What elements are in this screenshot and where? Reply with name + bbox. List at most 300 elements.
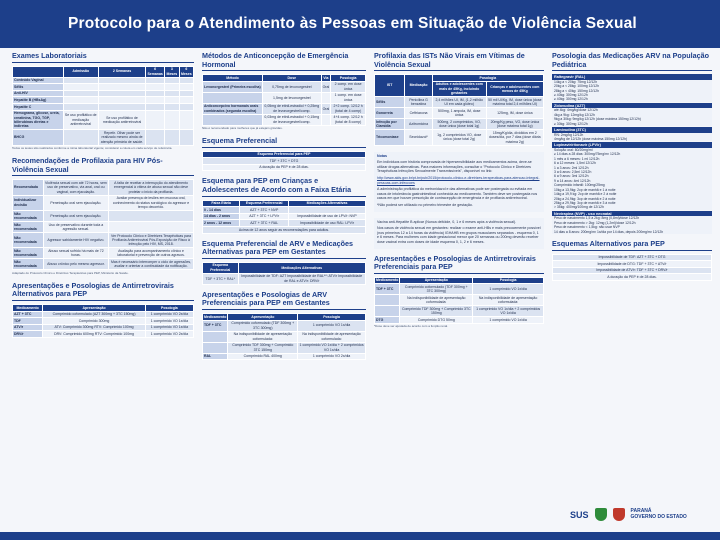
exames-header: 6 Semanas: [147, 67, 163, 76]
exames-cell: [63, 77, 98, 84]
arv-alt-row: [13, 311, 194, 318]
arv-pref-cell: 1 comprimido VO 1x/dia + 2 comprimidos VO 1x/dia: [473, 306, 544, 317]
exames-cell: [146, 90, 165, 97]
profilaxia-hiv-note: Adaptado do Protocolo Clínico e Diretrizes Terapêuticas para PEP, Ministério da Saúde.: [12, 270, 129, 275]
exames-row: [13, 130, 194, 145]
profilaxia-hiv-cell: Abuso crônico pelo mesmo agressor.: [43, 259, 108, 270]
anticoncepcao-cell: 2 comp. em dose única: [331, 81, 366, 92]
pediatria-line: 9kg a 30kg: 9mg/kg 12/12h (dose máxima 150mg 12/12h): [554, 117, 641, 122]
arv-pref-title: Apresentações e Posologias de Antirretrovirais Preferenciais para PEP: [374, 255, 544, 274]
alt-pep-row: [553, 274, 712, 281]
exames-cell: [63, 90, 98, 97]
exames-cell: [165, 103, 179, 110]
pediatria-line: ≥ 14 dias a 28 dias: 300mg/75mg/m² 12/12h: [554, 152, 621, 157]
page-title: Protocolo para o Atendimento às Pessoas em Situação de Violência Sexual: [68, 15, 637, 32]
ists-row: [375, 119, 544, 130]
arv-alt-cell: ATV/r: [13, 324, 43, 331]
gestantes-row: [203, 273, 366, 284]
ists-cell: 1g, 2 comprimidos VO, dose única (dose total 2g): [432, 130, 486, 145]
pediatria-block: [552, 127, 712, 141]
exames-cell: [165, 90, 179, 97]
arv-pref-note: *Dose deve ser ajustada de acordo com a função renal.: [374, 324, 449, 329]
notas-box: [374, 152, 544, 212]
criancas-table: [202, 200, 366, 234]
profilaxia-hiv-cell: Avaliação para acompanhamento clínico e laboratorial e prevenção de outros agravos.: [109, 248, 194, 259]
ists-subheader: Crianças e adolescentes com menos de 45Kg: [486, 81, 543, 96]
arv-pref-cell: 1 comprimido VO 1x/dia: [473, 284, 544, 295]
exames-cell: [63, 103, 98, 110]
exames-cell: Se uso profilático de medicação antirretroviral: [98, 110, 145, 130]
profilaxia-hiv-row: [13, 180, 194, 195]
notas-p1: Em individuos com história comprovada de hipersensibilidade aos medicamentos acima, deve-se utilizar drogas alternativas. Para maiores informações, consultar o "Protocolo Clínico e Diretrizes Terapêuticas Infecções Sexualmente Transmissíveis", disponível no link:: [377, 160, 532, 174]
arv-alt-row: [13, 324, 194, 331]
anticoncepcao-cell: 0,05mg de etinil-estradiol + 0,25mg de levonorgestrel/comp.: [264, 104, 320, 113]
pediatria-block: [552, 211, 712, 234]
pediatria-line: > 35kg: 400mg/100mg de 12/12h: [554, 205, 604, 210]
profilaxia-hiv-row: [13, 233, 194, 248]
arv-alt-header: Apresentação: [43, 304, 146, 311]
esquema-pref-line: A duração da PEP é de 28 dias.: [203, 164, 366, 171]
gestantes-table: [202, 262, 366, 285]
gestantes-posologia-header: Medicamento: [204, 314, 227, 319]
anticoncepcao-cell: Anticoncepcivo hormonais orais combinados (segunda escolha): [203, 103, 263, 114]
exames-cell: [179, 97, 193, 104]
sus-logo: SUS: [570, 509, 589, 520]
exames-header: [13, 66, 64, 77]
gestantes-header: Medicações Alternativas: [238, 262, 366, 273]
exames-section: [12, 52, 194, 151]
criancas-header: Medicações Alternativas: [289, 200, 366, 207]
criancas-cell: 2 anos - 12 anos: [203, 220, 240, 227]
arv-pref-cell: [375, 295, 400, 306]
profilaxia-hiv-cell: Não recomendada: [13, 211, 44, 222]
ists-cell: 20mg/Kg peso, VO, dose única (dose máxima total 1g): [486, 119, 543, 130]
notas-p3: A administração profilática do metronidazol e das alternativas pode ser postergada ou evitada em casos de intolerância gastrointestinal conhecida ao medicamento. Também deve ser postergada nos casos em que houver prescrição de contracepção de emergência e de profilaxia antirretroviral.: [377, 187, 538, 201]
criancas-cell: AZT + 3TC + LPV/r: [240, 213, 289, 220]
anticoncepcao-cell: [203, 114, 263, 125]
pediatria-line: RN: 2mg/kg 12/12h: [554, 132, 584, 137]
arv-alt-cell: AZT + 3TC: [13, 311, 43, 318]
pediatria-line: ≥ 30kg: 300mg 12/12h: [554, 121, 588, 126]
exames-header: 3 Meses: [166, 67, 178, 76]
pediatria-line: 25kg a 29,9kg: 3cp de manhã e 3 à noite: [554, 200, 616, 205]
exames-cell: [179, 103, 193, 110]
gestantes-header: Esquema Preferencial: [203, 262, 239, 273]
anticoncepcao-note: Não é recomendado para mulheres que já estejam grávidas.: [202, 126, 283, 131]
profilaxia-hiv-cell: Uso de preservativo durante toda a agressão sexual.: [43, 222, 108, 233]
gestantes-posologia-header: Posologia: [298, 313, 366, 320]
ists-cell: Infecção por Clamídia: [375, 119, 405, 130]
pediatria-line: 6 a 9 anos: 3ml 12/12h: [554, 174, 589, 179]
pediatria-line: 14 dias a 8 anos: 200mg/m² 1x/dia por 14 dias, depois 200mg/m² 12/12h: [554, 229, 664, 234]
arv-pref-cell: DTG: [375, 317, 400, 324]
profilaxia-hiv-cell: [109, 222, 194, 233]
pediatria-line: 3 a 6 anos: 2,5ml 12/12h: [554, 170, 592, 175]
gestantes-posologia-row: [203, 331, 366, 342]
gestantes-posologia-row: [203, 320, 366, 331]
column-4: [550, 52, 714, 287]
alt-pep-cell: Impossibilidade de DTG: TDF + 3TC + ATV/r: [553, 261, 712, 268]
exames-cell: [179, 84, 193, 91]
alt-pep-section: [552, 240, 712, 281]
ists-cell: 500mg, 1 ampola, IM, dose única: [432, 108, 486, 119]
exames-cell: [179, 130, 193, 145]
profilaxia-hiv-cell: Mas é necessário interromper o ciclo de agressões, avaliar e orientar a continuidade da notificação.: [109, 259, 194, 270]
arv-pref-header: Apresentação: [400, 277, 473, 284]
gestantes-posologia-cell: Comprimido TDF 300mg + Comprimido 3TC 150mg: [228, 342, 298, 353]
profilaxia-hiv-cell: Avaliar presença de lesões em mucosa oral, conhecimento do status sorológico do agressor e tempo decorrido.: [109, 195, 194, 210]
exames-cell: Hepatite B (HBsAg): [13, 97, 64, 104]
arv-alt-row: [13, 331, 194, 338]
pediatria-block: [552, 74, 712, 102]
arv-pref-cell: Comprimido coformulado (TDF 300mg + 3TC 300mg): [400, 284, 473, 295]
criancas-cell: [289, 207, 366, 214]
ists-header-ist: IST: [375, 75, 405, 97]
exames-row: [13, 90, 194, 97]
arv-alt-header: Posologia: [145, 304, 193, 311]
pediatria-line: Peso de nascimento > 2kg: 12mg (1,2ml)/dose 12/12h: [554, 220, 636, 225]
hepatite-p2: Nos casos de violência sexual em gestantes: realizar o exame anti-HBs e mais precocemente possível (nos primeiros 12 a 14 horas da violência) IGHAHB em grupos musculares separados - esquema 0, 1 e 6 meses. Para mulheres com idade gestacional menor que 20 semanas ou 200mg deverão receber dose vacinal extra com doses de idade esquema 0, 1, 2 e 6 meses.: [377, 226, 541, 244]
exames-note: Todos os testes são realizados conforme a rotina laboratorial vigente; considerar a coleta em cada serviço de referência.: [12, 146, 173, 151]
exames-cell: [146, 97, 165, 104]
ists-row: [375, 97, 544, 108]
arv-alt-section: [12, 282, 194, 338]
gestantes-posologia-cell: Na indisponibilidade de apresentação coformulada:: [228, 331, 298, 342]
anticoncepcao-cell: 1,5mg de levonorgestrel: [263, 92, 322, 103]
ists-cell: Ceftriaxona: [405, 108, 432, 119]
alt-pep-title: Esquemas Alternativos para PEP: [552, 240, 712, 251]
gestantes-posologia-cell: 1 comprimido VO 1x/dia: [298, 320, 366, 331]
arv-alt-cell: 1 comprimido VO 2x/dia: [145, 311, 193, 318]
anticoncepcao-cell: Oral: [321, 81, 331, 92]
exames-cell: [165, 110, 179, 130]
column-1: [10, 52, 196, 344]
anticoncepcao-header: Posologia: [331, 75, 366, 82]
shield-green-icon: [595, 508, 607, 521]
ists-section: [374, 52, 544, 146]
anticoncepcao-cell: [321, 114, 331, 125]
exames-header: 6 Meses: [180, 67, 192, 76]
gestantes-posologia-table: [202, 313, 366, 360]
profilaxia-hiv-table: [12, 179, 194, 270]
gestantes-section: [202, 240, 366, 285]
exames-cell: [146, 77, 165, 84]
pediatria-block: [552, 142, 712, 209]
exames-cell: Sífilis: [13, 84, 64, 91]
exames-cell: [179, 110, 193, 130]
ists-cell: 125mg, IM, dose única: [486, 108, 543, 119]
exames-cell: [165, 77, 179, 84]
pediatria-line: 4mg/kg de 12/12h (dose máxima 150mg 12/12h): [554, 137, 628, 142]
ists-cell: Secnidazol*: [405, 130, 432, 145]
anticoncepcao-header: Dose: [263, 75, 322, 82]
arv-alt-title: Apresentações e Posologias de Antirretrovirais Alternativos para PEP: [12, 282, 194, 301]
criancas-header: Faixa Etária: [203, 200, 240, 207]
pediatria-line: Peso de nascimento < 1,5kg: não usar NVP: [554, 225, 620, 230]
ists-title: Profilaxia das ISTs Não Virais em Vítimas de Violência Sexual: [374, 52, 544, 71]
exames-cell: [63, 84, 98, 91]
exames-cell: [179, 77, 193, 84]
arv-pref-table: [374, 277, 544, 324]
exames-row: [13, 97, 194, 104]
ists-cell: 15mg/Kg/dia, divididos em 2 doses/dia, por 7 dias (dose diária máxima 2g): [486, 130, 543, 145]
gestantes-posologia-cell: Comprimido RAL 400mg: [228, 353, 298, 360]
profilaxia-hiv-cell: Ver Protocolo Clínico e Diretrizes Terapêuticas para Profilaxia Antirretroviral Pós-Exposição de Risco à Infecção pelo HIV, MS, 2018.: [109, 233, 194, 248]
arv-alt-cell: 1 comprimido VO 1x/dia: [145, 318, 193, 325]
pediatria-line: 14kg a < 20kg: 75mg 12/12h: [554, 79, 598, 84]
exames-row: [13, 84, 194, 91]
column-2: [200, 52, 368, 366]
anticoncepcao-table: [202, 74, 366, 126]
exames-cell: Anti-HIV: [13, 90, 64, 97]
arv-alt-cell: 1 comprimido VO 2x/dia: [145, 331, 193, 338]
alt-pep-cell: A duração da PEP é de 28 dias.: [553, 274, 712, 281]
alt-pep-row: [553, 267, 712, 274]
gestantes-posologia-cell: Na indisponibilidade de apresentação coformulada:: [298, 331, 366, 342]
esquema-pref-header: Esquema Preferencial para PEP: [203, 151, 366, 158]
arv-pref-cell: Na indisponibilidade de apresentação coformulada:: [400, 295, 473, 306]
gestantes-title: Esquema Preferencial de ARV e Medicações Alternativas para PEP em Gestantes: [202, 240, 366, 259]
profilaxia-hiv-row: [13, 195, 194, 210]
ists-row: [375, 108, 544, 119]
anticoncepcao-cell: Oral: [321, 103, 331, 114]
anticoncepcao-cell: 0,75mg de levonorgestrel: [263, 81, 322, 92]
arv-pref-row: [375, 317, 544, 324]
profilaxia-hiv-cell: Não recomendada: [13, 259, 44, 270]
exames-cell: [165, 97, 179, 104]
criancas-row: [203, 207, 366, 214]
profilaxia-hiv-row: [13, 259, 194, 270]
gestantes-posologia-row: [203, 353, 366, 360]
exames-cell: [146, 130, 165, 145]
exames-header: Admissão: [63, 66, 98, 77]
pediatria-line: 1 a 3 anos: 2ml 12/12h: [554, 165, 589, 170]
criancas-section: [202, 177, 366, 233]
ists-cell: Gonorreia: [375, 108, 405, 119]
criancas-cell: 0 - 14 dias: [203, 207, 240, 214]
notas-link[interactable]: http://www.aids.gov.br/pt-br/pub/2015/protocolo-clinico-e-diretrizes-terapeuticas-para-atencao-integral-pessoas-com-infeccoes: [377, 175, 540, 185]
criancas-header: Esquema Preferencial: [240, 200, 289, 207]
profilaxia-hiv-section: [12, 157, 194, 276]
gestantes-posologia-cell: [203, 331, 228, 342]
arv-alt-row: [13, 318, 194, 325]
arv-pref-section: [374, 255, 544, 330]
anticoncepcao-header: Via: [321, 75, 331, 82]
exames-cell: [98, 84, 145, 91]
arv-pref-row: [375, 284, 544, 295]
criancas-cell: AZT + 3TC + RAL: [240, 220, 289, 227]
profilaxia-hiv-cell: Não recomendada: [13, 222, 44, 233]
exames-row: [13, 77, 194, 84]
anticoncepcao-row: [203, 114, 366, 125]
gestantes-cell: TDF + 3TC + RAL*: [203, 273, 239, 284]
profilaxia-hiv-cell: Individualizar decisão: [13, 195, 44, 210]
gestantes-posologia-header: Apresentação: [228, 313, 298, 320]
shield-red-icon: [613, 508, 625, 521]
ists-cell: 2,4 milhões UI, IM, (1,2 milhão UI em cada glúteo): [432, 97, 486, 108]
profilaxia-hiv-cell: A falta de receitar a interrupção do atendimento emergencial à vítima de abuso sexual não deve protelar o início da profilaxia.: [109, 180, 194, 195]
hepatite-box: [374, 218, 544, 249]
arv-pref-cell: TDF + 3TC: [375, 284, 400, 295]
exames-cell: Conteúdo Vaginal: [13, 77, 64, 84]
column-3: [372, 52, 546, 335]
pediatria-line: ≥ 40kg: 300mg 12/12h: [554, 93, 588, 97]
arv-alt-cell: 1 comprimido VO 1x/dia: [145, 324, 193, 331]
criancas-cell: 14 dias - 2 anos: [203, 213, 240, 220]
arv-pref-cell: Comprimido DTG 50mg: [400, 317, 473, 324]
exames-cell: [146, 84, 165, 91]
profilaxia-hiv-row: [13, 222, 194, 233]
pediatria-line: 14kg a 19,9 kg: 2cp de manhã e 2 à noite: [554, 192, 617, 197]
profilaxia-hiv-title: Recomendações de Profilaxia para HIV Pós-Violência Sexual: [12, 157, 194, 176]
alt-pep-cell: Impossibilidade de ATV/r: TDF + 3TC + DRV/r: [553, 267, 712, 274]
gestantes-posologia-cell: Comprimido coformulado (TDF 300mg + 3TC 300mg): [228, 320, 298, 331]
arv-pref-row: [375, 295, 544, 306]
ists-cell: Azitromicina: [405, 119, 432, 130]
pediatria-line: 9 a 14 anos: 4ml 12/12h: [554, 178, 591, 183]
esquema-pref-title: Esquema Preferencial: [202, 137, 366, 148]
gestantes-posologia-section: [202, 291, 366, 360]
exames-title: Exames Laboratoriais: [12, 52, 194, 63]
arv-pref-cell: Na indisponibilidade de apresentação coformulada:: [473, 295, 544, 306]
ists-header-pos: Posologia: [432, 75, 543, 82]
exames-cell: [98, 97, 145, 104]
gestantes-posologia-cell: TDF + 3TC: [203, 320, 228, 331]
exames-table: [12, 66, 194, 146]
exames-cell: Repetir. Olhar pode ser realizado mesmo ainda de atenção primária de saúde.: [98, 130, 145, 145]
pediatria-block-head: Lamivudina (3TC): [552, 127, 712, 133]
pediatria-line: 20kg a < 28kg: 100mg 12/12h: [554, 84, 599, 89]
pediatria-line: ≥ 40kg: 300mg 12/12h: [554, 97, 588, 102]
gestantes-posologia-title: Apresentações e Posologias de ARV Preferenciais para PEP em Gestantes: [202, 291, 366, 310]
parana-logo: [631, 509, 687, 520]
gestantes-posologia-row: [203, 342, 366, 353]
pediatria-line: até 4kg: 4mg/kg/dose 12/12h: [554, 108, 598, 113]
arv-alt-header: Medicamento: [13, 304, 43, 311]
pediatria-line: 28kg a < 40kg: 150mg 12/12h: [554, 88, 599, 93]
pediatria-section: [552, 52, 712, 234]
exames-cell: BHCG: [13, 130, 64, 145]
profilaxia-hiv-row: [13, 248, 194, 259]
exames-cell: [179, 90, 193, 97]
exames-cell: [146, 103, 165, 110]
pediatria-line: Peso de nascimento 1,5 a 2kg: 8mg (0,8ml)/dose 12/12h: [554, 216, 640, 221]
profilaxia-hiv-cell: Violência sexual com até 72 horas, sem uso de preservativo, via anal, oral ou vaginal, com ejaculação.: [45, 180, 107, 194]
pediatria-line: 4kg a 9kg: 12mg/kg 12/12h: [554, 112, 595, 117]
exames-cell: [146, 110, 165, 130]
criancas-row: [203, 213, 366, 220]
arv-pref-row: [375, 306, 544, 317]
arv-alt-table: [12, 304, 194, 338]
pediatria-line: Comprimido infantil: 100mg/25mg: [554, 183, 605, 188]
arv-alt-cell: ATV: Comprimido 300mg RTV: Comprimido 100mg: [43, 324, 146, 331]
profilaxia-hiv-cell: Recomendada: [13, 180, 44, 195]
anticoncepcao-cell: 0,03mg de etinil-estradiol + 0,15mg de levonorgestrel/comp.: [264, 115, 320, 124]
arv-alt-cell: Comprimido coformulado (AZT 300mg + 3TC 150mg): [43, 311, 146, 318]
gestantes-posologia-cell: 1 comprimido VO 2x/dia: [298, 353, 366, 360]
anticoncepcao-row: [203, 81, 366, 92]
pediatria-line: Solução oral: 80/20mg/ml: [554, 148, 593, 153]
pediatria-line: 1 mês a 6 meses: 1 ml 12/12h: [554, 156, 600, 161]
anticoncepcao-cell: [203, 92, 263, 103]
pediatria-line: 20kg a 24,9kg: 3cp de manhã e 2 à noite: [554, 196, 616, 201]
arv-pref-cell: 1 comprimido VO 1x/dia: [473, 317, 544, 324]
ists-subheader: Adultos e adolescentes com mais de 45Kg, incluindo gestantes: [432, 81, 486, 96]
alt-pep-row: [553, 261, 712, 268]
exames-cell: [165, 84, 179, 91]
arv-pref-cell: Comprimido TDF 300mg + Comprimido 3TC 150mg: [400, 306, 473, 317]
profilaxia-hiv-cell: Abuso sexual sofrido há mais de 72 horas.: [43, 248, 108, 259]
pediatria-block: [552, 103, 712, 126]
pediatria-title: Posologia das Medicações ARV na População Pediátrica: [552, 52, 712, 71]
pediatria-line: 10kg a 13,9kg: 2cp de manhã e 1 à noite: [554, 187, 616, 192]
esquema-pref-line: TDF + 3TC + DTG: [203, 158, 366, 165]
exames-cell: Hepatite C: [13, 103, 64, 110]
exames-header: 2 Semanas: [98, 66, 145, 77]
ists-table: [374, 74, 544, 145]
esquema-pref-section: [202, 137, 366, 171]
alt-pep-cell: Impossibilidade de TDF: AZT + 3TC + DTG: [553, 254, 712, 261]
esquema-pref-table: [202, 151, 366, 172]
criancas-cell: Impossibilidade de uso RAL: LPV/r: [289, 220, 366, 227]
ists-cell: 500mg, 2 comprimidos, VO, dose única (dose total 1g): [432, 119, 486, 130]
arv-pref-header: Posologia: [473, 277, 544, 284]
arv-alt-cell: DRV/r: [13, 331, 43, 338]
notas-p4: *Não poderá ser utilizado no primeiro trimestre de gestação.: [377, 202, 473, 207]
anticoncepcao-cell: [321, 92, 331, 103]
arv-alt-cell: Comprimido 300mg: [43, 318, 146, 325]
exames-cell: Hemograma, glicose, ureia, creatinina, TGO, TGP, bilirrubinas diretas e indiretas: [13, 110, 64, 130]
exames-cell: [63, 130, 98, 145]
profilaxia-hiv-cell: [109, 211, 194, 222]
alt-pep-table: [552, 254, 712, 281]
profilaxia-hiv-cell: Penetração oral sem ejaculação.: [43, 211, 108, 222]
criancas-row: [203, 220, 366, 227]
exames-row: [13, 103, 194, 110]
profilaxia-hiv-row: [13, 211, 194, 222]
pediatria-line: 6 a 12 meses: 1,5ml 12/12h: [554, 161, 596, 166]
arv-pref-cell: [375, 306, 400, 317]
anticoncepcao-title: Métodos de Anticoncepção de Emergência Hormonal: [202, 52, 366, 71]
anticoncepcao-section: [202, 52, 366, 131]
exames-cell: [165, 130, 179, 145]
gestantes-posologia-cell: 1 comprimido VO 1x/dia + 2 comprimidos VO 1x/dia: [299, 343, 364, 352]
criancas-footer: Acima de 12 anos seguir as recomendações para adultos.: [203, 227, 366, 234]
ists-cell: Sífilis: [375, 97, 405, 108]
parana-logo-line2: GOVERNO DO ESTADO: [630, 513, 687, 520]
anticoncepcao-header: Método: [203, 75, 263, 82]
anticoncepcao-cell: 1 comp. em dose única: [331, 92, 366, 103]
arv-alt-cell: TDF: [13, 318, 43, 325]
ists-cell: Tricomoníase: [375, 130, 405, 145]
gestantes-posologia-cell: RAL: [203, 353, 228, 360]
anticoncepcao-cell: 4+4 comp. 12/12 h (total de 8 comp): [331, 114, 366, 125]
notas-title: Notas: [377, 153, 387, 158]
exames-cell: [98, 77, 145, 84]
ists-row: [375, 130, 544, 145]
exames-cell: [98, 103, 145, 110]
parana-logo-line1: PARANÁ: [630, 508, 652, 514]
exames-cell: [98, 90, 145, 97]
exames-cell: [63, 97, 98, 104]
profilaxia-hiv-cell: Agressor sabidamente HIV negativo.: [43, 233, 108, 248]
exames-cell: Se uso profilático de medicação antirretroviral: [63, 110, 98, 130]
criancas-title: Esquema para PEP em Crianças e Adolescentes de Acordo com a Faixa Etária: [202, 177, 366, 196]
ists-header-med: Medicação: [405, 75, 432, 97]
anticoncepcao-cell: Levonorgestrel (Primeira escolha): [203, 81, 263, 92]
alt-pep-row: [553, 254, 712, 261]
pediatria-block-head: Lopinavir/ritonavir (LPV/r): [552, 142, 712, 148]
